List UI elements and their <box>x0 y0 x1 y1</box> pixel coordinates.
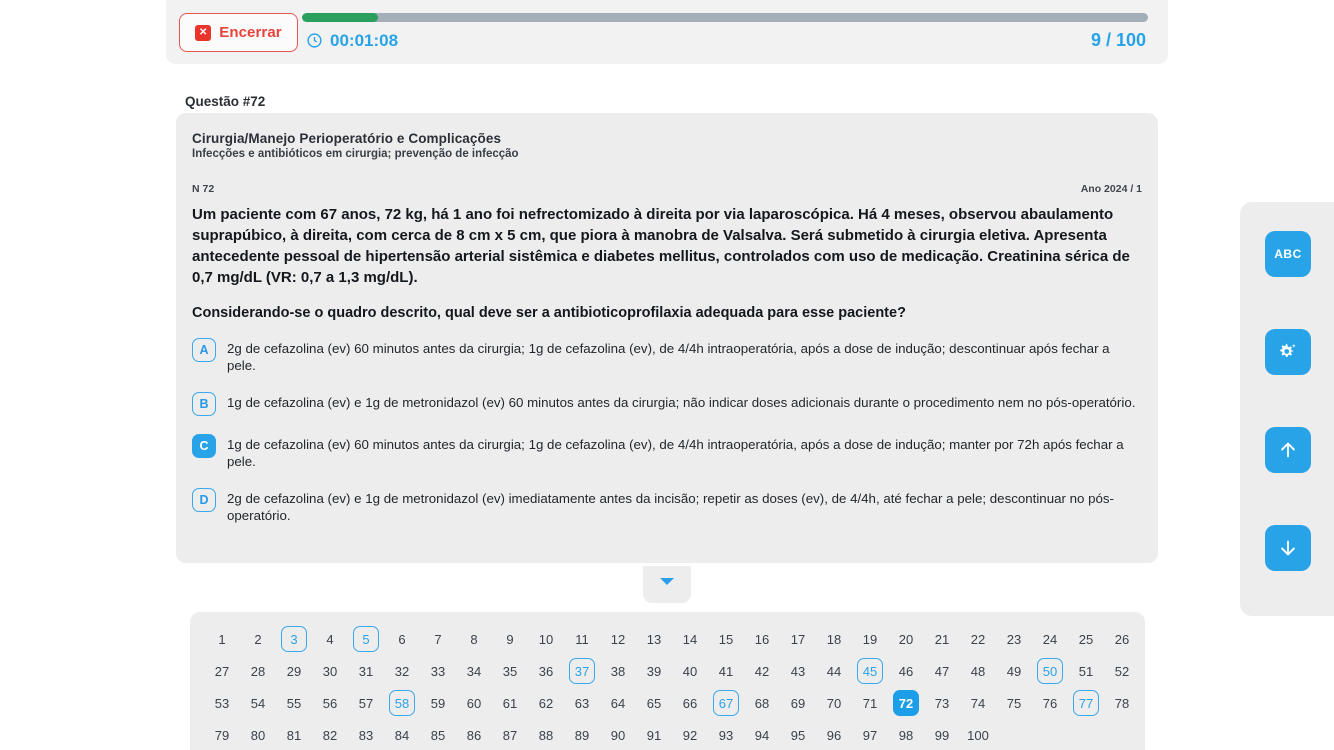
answer-option-d[interactable] <box>192 488 1142 524</box>
navigator-cell-55[interactable] <box>276 688 312 718</box>
navigator-cell-number: 19 <box>862 631 878 647</box>
question-subcategory: Infecções e antibióticos em cirurgia; prevenção de infecção <box>192 148 519 160</box>
scroll-down-button[interactable] <box>1265 525 1311 571</box>
navigator-cell-number: 12 <box>610 631 626 647</box>
navigator-cell-number: 74 <box>970 695 986 711</box>
navigator-cell-number: 92 <box>682 727 698 743</box>
navigator-cell-68[interactable] <box>744 688 780 718</box>
navigator-cell-number: 62 <box>538 695 554 711</box>
navigator-cell-number: 35 <box>502 663 518 679</box>
navigator-cell-number: 99 <box>934 727 950 743</box>
navigator-cell-44[interactable] <box>816 656 852 686</box>
navigator-cell-6[interactable] <box>384 624 420 654</box>
navigator-cell-28[interactable] <box>240 656 276 686</box>
navigator-cell-85[interactable] <box>420 720 456 750</box>
option-letter-badge[interactable]: C <box>192 434 216 458</box>
navigator-cell-number: 90 <box>610 727 626 743</box>
navigator-cell-number: 54 <box>250 695 266 711</box>
navigator-cell-69[interactable] <box>780 688 816 718</box>
scroll-up-button[interactable] <box>1265 427 1311 473</box>
navigator-cell-58[interactable] <box>384 688 420 718</box>
navigator-cell-number: 67 <box>713 690 739 716</box>
tools-panel <box>1240 202 1334 616</box>
progress-bar <box>302 13 1148 22</box>
navigator-cell-number: 26 <box>1114 631 1130 647</box>
navigator-cell-number: 24 <box>1042 631 1058 647</box>
navigator-cell-21[interactable] <box>924 624 960 654</box>
navigator-cell-7[interactable] <box>420 624 456 654</box>
navigator-cell-24[interactable] <box>1032 624 1068 654</box>
question-stem: Um paciente com 67 anos, 72 kg, há 1 ano foi nefrectomizado à direita por via laparoscópica. Há 4 meses, observou abaulamento suprapúbico, à direita, com cerca de 8 cm x 5 cm, que piora à manobra de Valsalva. Será submetido à cirurgia eletiva. Apresenta antecedente pessoal de hipertensão arterial sistêmica e diabetes mellitus, controlados com uso de medicação. Creatinina sérica de 0,7 mg/dL (VR: 0,7 a 1,3 mg/dL). <box>192 206 1130 286</box>
navigator-cell-number: 79 <box>214 727 230 743</box>
navigator-cell-number: 39 <box>646 663 662 679</box>
navigator-cell-98[interactable] <box>888 720 924 750</box>
navigator-cell-4[interactable] <box>312 624 348 654</box>
navigator-cell-number: 6 <box>398 631 406 647</box>
navigator-cell-50[interactable] <box>1032 656 1068 686</box>
navigator-cell-87[interactable] <box>492 720 528 750</box>
navigator-cell-number: 58 <box>389 690 415 716</box>
navigator-cell-number: 38 <box>610 663 626 679</box>
navigator-cell-number: 77 <box>1073 690 1099 716</box>
navigator-cell-22[interactable] <box>960 624 996 654</box>
navigator-cell-number: 91 <box>646 727 662 743</box>
navigator-cell-number: 76 <box>1042 695 1058 711</box>
navigator-cell-66[interactable] <box>672 688 708 718</box>
timer-value: 00:01:08 <box>330 30 399 50</box>
navigator-cell-number: 2 <box>254 631 262 647</box>
navigator-cell-number: 47 <box>934 663 950 679</box>
navigator-cell-number: 31 <box>358 663 374 679</box>
navigator-cell-95[interactable] <box>780 720 816 750</box>
navigator-cell-100[interactable] <box>960 720 996 750</box>
navigator-cell-94[interactable] <box>744 720 780 750</box>
navigator-cell-65[interactable] <box>636 688 672 718</box>
navigator-cell-74[interactable] <box>960 688 996 718</box>
navigator-cell-number: 25 <box>1078 631 1094 647</box>
navigator-cell-number: 28 <box>250 663 266 679</box>
navigator-cell-number: 9 <box>506 631 514 647</box>
navigator-cell-number: 97 <box>862 727 878 743</box>
navigator-cell-number: 78 <box>1114 695 1130 711</box>
progress-fill <box>302 13 378 22</box>
arrow-down-icon <box>1277 537 1299 559</box>
navigator-cell-8[interactable] <box>456 624 492 654</box>
navigator-cell-number: 20 <box>898 631 914 647</box>
option-text: 2g de cefazolina (ev) 60 minutos antes da cirurgia; 1g de cefazolina (ev), de 4/4h intraoperatória, após a dose de indução; descontinuar após fechar a pele. <box>227 341 1110 373</box>
navigator-cell-92[interactable] <box>672 720 708 750</box>
navigator-cell-84[interactable] <box>384 720 420 750</box>
option-letter-badge[interactable]: B <box>192 392 216 416</box>
navigator-cell-number: 87 <box>502 727 518 743</box>
navigator-cell-number: 48 <box>970 663 986 679</box>
navigator-cell-62[interactable] <box>528 688 564 718</box>
navigator-cell-32[interactable] <box>384 656 420 686</box>
navigator-cell-63[interactable] <box>564 688 600 718</box>
question-card <box>176 113 1158 563</box>
navigator-cell-number: 18 <box>826 631 842 647</box>
navigator-cell-49[interactable] <box>996 656 1032 686</box>
navigator-cell-number: 51 <box>1078 663 1094 679</box>
navigator-cell-number: 32 <box>394 663 410 679</box>
navigator-cell-number: 41 <box>718 663 734 679</box>
settings-ai-button[interactable] <box>1265 329 1311 375</box>
navigator-cell-82[interactable] <box>312 720 348 750</box>
navigator-cell-52[interactable] <box>1104 656 1140 686</box>
navigator-cell-number: 43 <box>790 663 806 679</box>
navigator-cell-number: 93 <box>718 727 734 743</box>
navigator-cell-99[interactable] <box>924 720 960 750</box>
navigator-cell-number: 3 <box>281 626 307 652</box>
navigator-cell-79[interactable] <box>204 720 240 750</box>
navigator-cell-number: 15 <box>718 631 734 647</box>
question-counter: 9 / 100 <box>1090 30 1146 50</box>
navigator-cell-81[interactable] <box>276 720 312 750</box>
navigator-cell-number: 14 <box>682 631 698 647</box>
navigator-cell-37[interactable] <box>564 656 600 686</box>
navigator-cell-number: 44 <box>826 663 842 679</box>
option-text: 2g de cefazolina (ev) e 1g de metronidazol (ev) imediatamente antes da incisão; repetir as doses (ev), de 4/4h, até fechar a pele; descontinuar no pós-operatório. <box>227 491 1114 523</box>
navigator-cell-86[interactable] <box>456 720 492 750</box>
navigator-cell-71[interactable] <box>852 688 888 718</box>
navigator-cell-number: 65 <box>646 695 662 711</box>
navigator-cell-number: 53 <box>214 695 230 711</box>
navigator-cell-number: 10 <box>538 631 554 647</box>
option-text: 1g de cefazolina (ev) e 1g de metronidazol (ev) 60 minutos antes da cirurgia; não indicar doses adicionais durante o procedimento nem no pós-operatório. <box>227 395 1136 410</box>
end-exam-button[interactable] <box>179 13 298 52</box>
navigator-row <box>204 720 1131 750</box>
navigator-cell-number: 69 <box>790 695 806 711</box>
navigator-cell-number: 49 <box>1006 663 1022 679</box>
navigator-cell-47[interactable] <box>924 656 960 686</box>
chevron-down-icon <box>660 578 674 585</box>
navigator-cell-number: 4 <box>326 631 334 647</box>
navigator-cell-number: 11 <box>575 631 589 647</box>
answer-option-b[interactable] <box>192 392 1142 416</box>
navigator-cell-number: 81 <box>286 727 302 743</box>
navigator-row <box>204 656 1131 688</box>
navigator-cell-number: 70 <box>826 695 842 711</box>
exam-timer <box>306 31 398 51</box>
navigator-cell-34[interactable] <box>456 656 492 686</box>
navigator-cell-number: 8 <box>470 631 478 647</box>
navigator-cell-number: 50 <box>1037 658 1063 684</box>
question-code: N 72 <box>192 183 215 195</box>
navigator-cell-90[interactable] <box>600 720 636 750</box>
navigator-cell-80[interactable] <box>240 720 276 750</box>
navigator-cell-number: 37 <box>569 658 595 684</box>
navigator-cell-number: 75 <box>1006 695 1022 711</box>
navigator-cell-number: 86 <box>466 727 482 743</box>
navigator-cell-number: 40 <box>682 663 698 679</box>
navigator-cell-41[interactable] <box>708 656 744 686</box>
navigator-cell-75[interactable] <box>996 688 1032 718</box>
navigator-cell-13[interactable] <box>636 624 672 654</box>
navigator-cell-54[interactable] <box>240 688 276 718</box>
navigator-cell-number: 16 <box>754 631 770 647</box>
navigator-cell-number: 30 <box>322 663 338 679</box>
question-label: Questão #72 <box>185 94 266 109</box>
clock-icon <box>306 32 323 49</box>
navigator-cell-9[interactable] <box>492 624 528 654</box>
navigator-cell-number: 73 <box>934 695 950 711</box>
answer-options <box>192 338 1142 524</box>
navigator-cell-number: 96 <box>826 727 842 743</box>
question-meta-row <box>192 183 1142 195</box>
navigator-cell-53[interactable] <box>204 688 240 718</box>
navigator-cell-number: 85 <box>430 727 446 743</box>
collapse-question-toggle[interactable] <box>643 566 691 603</box>
navigator-cell-83[interactable] <box>348 720 384 750</box>
question-prompt: Considerando-se o quadro descrito, qual deve ser a antibioticoprofilaxia adequada para esse paciente? <box>192 305 906 321</box>
navigator-cell-33[interactable] <box>420 656 456 686</box>
navigator-cell-30[interactable] <box>312 656 348 686</box>
navigator-cell-97[interactable] <box>852 720 888 750</box>
navigator-cell-number: 95 <box>790 727 806 743</box>
navigator-cell-number: 45 <box>857 658 883 684</box>
navigator-cell-45[interactable] <box>852 656 888 686</box>
navigator-cell-46[interactable] <box>888 656 924 686</box>
navigator-cell-16[interactable] <box>744 624 780 654</box>
navigator-cell-2[interactable] <box>240 624 276 654</box>
navigator-cell-88[interactable] <box>528 720 564 750</box>
navigator-cell-15[interactable] <box>708 624 744 654</box>
exam-status-bar <box>166 0 1168 64</box>
navigator-row <box>204 688 1131 720</box>
navigator-cell-number: 17 <box>790 631 806 647</box>
navigator-cell-number: 59 <box>430 695 446 711</box>
navigator-cell-76[interactable] <box>1032 688 1068 718</box>
navigator-cell-3[interactable] <box>276 624 312 654</box>
navigator-cell-number: 64 <box>610 695 626 711</box>
navigator-cell-51[interactable] <box>1068 656 1104 686</box>
navigator-cell-57[interactable] <box>348 688 384 718</box>
answer-option-c[interactable] <box>192 434 1142 470</box>
navigator-cell-number: 1 <box>218 631 226 647</box>
navigator-cell-64[interactable] <box>600 688 636 718</box>
navigator-cell-36[interactable] <box>528 656 564 686</box>
navigator-cell-42[interactable] <box>744 656 780 686</box>
navigator-cell-number: 56 <box>322 695 338 711</box>
navigator-cell-12[interactable] <box>600 624 636 654</box>
navigator-cell-38[interactable] <box>600 656 636 686</box>
navigator-cell-17[interactable] <box>780 624 816 654</box>
navigator-cell-73[interactable] <box>924 688 960 718</box>
navigator-cell-number: 52 <box>1114 663 1130 679</box>
navigator-cell-number: 82 <box>322 727 338 743</box>
navigator-cell-70[interactable] <box>816 688 852 718</box>
navigator-cell-number: 88 <box>538 727 554 743</box>
navigator-cell-43[interactable] <box>780 656 816 686</box>
question-year: Ano 2024 / 1 <box>1080 183 1142 195</box>
navigator-cell-number: 63 <box>574 695 590 711</box>
navigator-cell-11[interactable] <box>564 624 600 654</box>
navigator-cell-number: 27 <box>214 663 230 679</box>
navigator-cell-number: 57 <box>358 695 374 711</box>
navigator-cell-number: 66 <box>682 695 698 711</box>
navigator-cell-67[interactable] <box>708 688 744 718</box>
navigator-cell-number: 33 <box>430 663 446 679</box>
navigator-cell-93[interactable] <box>708 720 744 750</box>
navigator-cell-40[interactable] <box>672 656 708 686</box>
navigator-cell-number: 29 <box>286 663 302 679</box>
navigator-row <box>204 624 1131 656</box>
progress-track <box>302 13 1148 22</box>
navigator-cell-26[interactable] <box>1104 624 1140 654</box>
navigator-cell-number: 22 <box>970 631 986 647</box>
navigator-cell-60[interactable] <box>456 688 492 718</box>
navigator-cell-number: 94 <box>754 727 770 743</box>
navigator-cell-number: 55 <box>286 695 302 711</box>
navigator-cell-number: 72 <box>893 690 919 716</box>
navigator-cell-10[interactable] <box>528 624 564 654</box>
question-category: Cirurgia/Manejo Perioperatório e Complicações <box>192 131 502 146</box>
navigator-cell-72[interactable] <box>888 688 924 718</box>
navigator-cell-91[interactable] <box>636 720 672 750</box>
navigator-cell-56[interactable] <box>312 688 348 718</box>
navigator-cell-39[interactable] <box>636 656 672 686</box>
navigator-cell-number: 80 <box>250 727 266 743</box>
answer-option-a[interactable] <box>192 338 1142 374</box>
navigator-cell-number: 61 <box>502 695 518 711</box>
navigator-cell-number: 21 <box>934 631 950 647</box>
navigator-cell-1[interactable] <box>204 624 240 654</box>
navigator-cell-89[interactable] <box>564 720 600 750</box>
navigator-cell-78[interactable] <box>1104 688 1140 718</box>
option-letter-badge[interactable]: D <box>192 488 216 512</box>
navigator-cell-number: 68 <box>754 695 770 711</box>
navigator-cell-59[interactable] <box>420 688 456 718</box>
navigator-cell-48[interactable] <box>960 656 996 686</box>
end-exam-label: Encerrar <box>219 24 282 41</box>
navigator-cell-number: 100 <box>967 727 989 743</box>
navigator-cell-23[interactable] <box>996 624 1032 654</box>
navigator-cell-number: 5 <box>353 626 379 652</box>
abc-button[interactable] <box>1265 231 1311 277</box>
navigator-cell-number: 84 <box>394 727 410 743</box>
navigator-cell-number: 42 <box>754 663 770 679</box>
navigator-cell-14[interactable] <box>672 624 708 654</box>
close-square-icon: ✕ <box>195 25 211 41</box>
navigator-cell-35[interactable] <box>492 656 528 686</box>
timer-and-counter-row <box>306 30 1146 51</box>
question-navigator <box>190 612 1145 750</box>
navigator-cell-number: 36 <box>538 663 554 679</box>
navigator-cell-number: 13 <box>646 631 662 647</box>
navigator-cell-number: 89 <box>574 727 590 743</box>
navigator-cell-29[interactable] <box>276 656 312 686</box>
navigator-cell-31[interactable] <box>348 656 384 686</box>
navigator-cell-61[interactable] <box>492 688 528 718</box>
navigator-cell-77[interactable] <box>1068 688 1104 718</box>
navigator-cell-number: 46 <box>898 663 914 679</box>
option-text: 1g de cefazolina (ev) 60 minutos antes da cirurgia; 1g de cefazolina (ev), de 4/4h intraoperatória, após a dose de indução; manter por 72h após fechar a pele. <box>227 437 1124 469</box>
gear-sparkle-icon <box>1277 341 1299 363</box>
navigator-cell-number: 60 <box>466 695 482 711</box>
abc-icon: ABC <box>1274 247 1302 261</box>
navigator-cell-number: 83 <box>358 727 374 743</box>
navigator-cell-number: 71 <box>862 695 878 711</box>
navigator-cell-5[interactable] <box>348 624 384 654</box>
navigator-cell-number: 7 <box>434 631 442 647</box>
navigator-cell-20[interactable] <box>888 624 924 654</box>
navigator-cell-18[interactable] <box>816 624 852 654</box>
navigator-cell-96[interactable] <box>816 720 852 750</box>
navigator-cell-19[interactable] <box>852 624 888 654</box>
option-letter-badge[interactable]: A <box>192 338 216 362</box>
arrow-up-icon <box>1277 439 1299 461</box>
navigator-cell-25[interactable] <box>1068 624 1104 654</box>
navigator-cell-number: 23 <box>1006 631 1022 647</box>
navigator-cell-number: 34 <box>466 663 482 679</box>
navigator-cell-number: 98 <box>898 727 914 743</box>
navigator-cell-27[interactable] <box>204 656 240 686</box>
